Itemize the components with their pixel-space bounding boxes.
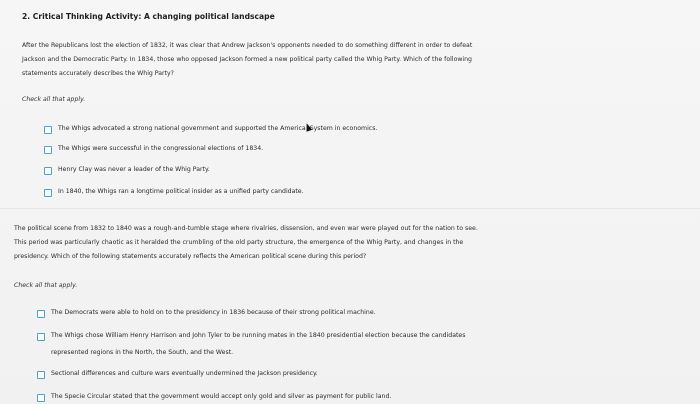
question-2-instruction: Check all that apply.	[14, 282, 78, 289]
question-1-prompt	[22, 39, 472, 81]
checkbox[interactable]	[44, 189, 52, 197]
option-label: Henry Clay was never a leader of the Whig Party.	[58, 166, 210, 173]
question-1-option-1[interactable]	[44, 126, 377, 136]
question-1-prompt-line: After the Republicans lost the election of 1832, it was clear that Andrew Jackson's opponents needed to do something different in order to defeat	[22, 42, 473, 49]
question-2-prompt-line: The political scene from 1832 to 1840 was a rough-and-tumble stage where rivalries, dissension, and even war were played out for the nation to see.	[14, 225, 478, 232]
question-1-instruction: Check all that apply.	[22, 96, 86, 103]
question-2-option-1[interactable]	[37, 310, 376, 320]
checkbox[interactable]	[44, 126, 52, 134]
checkbox[interactable]	[37, 371, 45, 379]
checkbox[interactable]	[37, 333, 45, 341]
option-label: The Democrats were able to hold on to the presidency in 1836 because of their strong political machine.	[51, 309, 376, 316]
checkbox[interactable]	[37, 394, 45, 402]
option-label: Sectional differences and culture wars eventually undermined the Jackson presidency.	[51, 370, 318, 377]
question-2-option-4[interactable]	[37, 394, 391, 404]
section-divider	[0, 208, 700, 209]
option-label: The Whigs were successful in the congressional elections of 1834.	[58, 145, 264, 152]
question-1-option-2[interactable]	[44, 146, 263, 156]
question-1-option-3[interactable]	[44, 167, 210, 177]
checkbox[interactable]	[37, 310, 45, 318]
option-label: The Specie Circular stated that the government would accept only gold and silver as payment for public land.	[51, 393, 392, 400]
question-1-option-4[interactable]	[44, 189, 304, 199]
option-label: The Whigs advocated a strong national government and supported the America System in economics.	[58, 122, 377, 136]
question-2-option-3[interactable]	[37, 371, 318, 381]
question-2-prompt-line: presidency. Which of the following statements accurately reflects the American political scene during this period?	[14, 253, 367, 260]
checkbox[interactable]	[44, 167, 52, 175]
option-label: The Whigs chose William Henry Harrison and John Tyler to be running mates in the 1840 presidential election because the candidates represented regions in the North, the South, and the West.	[51, 332, 466, 356]
option-label: In 1840, the Whigs ran a longtime political insider as a unified party candidate.	[58, 188, 304, 195]
checkbox[interactable]	[44, 146, 52, 154]
question-2-prompt-line: This period was particularly chaotic as it heralded the crumbling of the old party structure, the emergence of the Whig Party, and changes in the	[14, 239, 464, 246]
question-2-prompt	[14, 222, 478, 264]
question-2-option-2[interactable]	[37, 333, 465, 360]
question-1-prompt-line: statements accurately describes the Whig Party?	[22, 70, 174, 77]
activity-title: 2. Critical Thinking Activity: A changing political landscape	[22, 12, 275, 21]
question-1-prompt-line: Jackson and the Democratic Party. In 1834, those who opposed Jackson formed a new political party called the Whig Party. Which of the following	[22, 56, 472, 63]
